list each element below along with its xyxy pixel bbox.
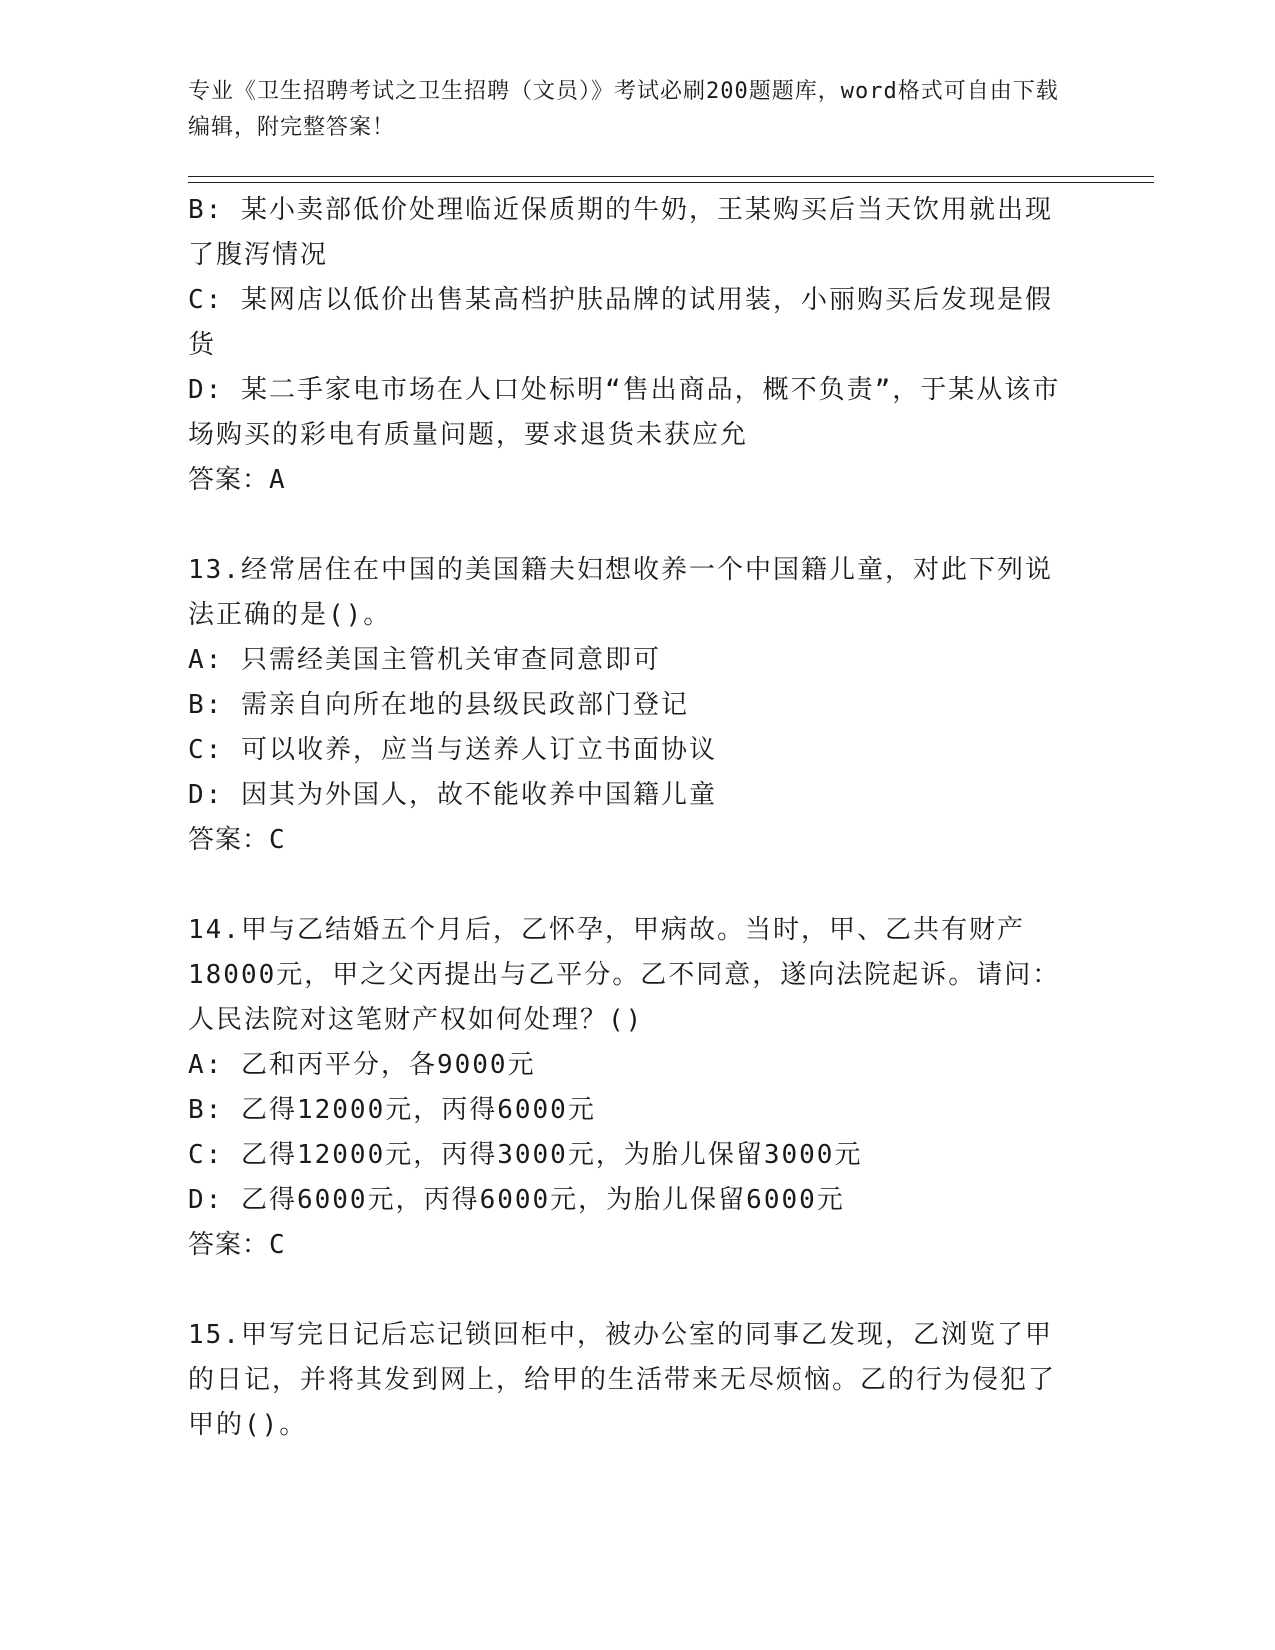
- q14-answer: 答案：C: [188, 1230, 286, 1260]
- q13-stem: 13.经常居住在中国的美国籍夫妇想收养一个中国籍儿童，对此下列说法正确的是()。: [188, 555, 1053, 630]
- q13-option-c: C: 可以收养，应当与送养人订立书面协议: [188, 735, 717, 765]
- q13-answer: 答案：C: [188, 825, 286, 855]
- question-13: [188, 548, 1068, 863]
- q13-option-b: B: 需亲自向所在地的县级民政部门登记: [188, 690, 689, 720]
- document-body: [188, 188, 1068, 1448]
- question-15: [188, 1313, 1068, 1448]
- q14-option-b: B: 乙得12000元，丙得6000元: [188, 1095, 596, 1125]
- spacer: [188, 503, 1068, 548]
- q14-option-a: A: 乙和丙平分，各9000元: [188, 1050, 536, 1080]
- spacer: [188, 1268, 1068, 1313]
- q14-stem: 14.甲与乙结婚五个月后，乙怀孕，甲病故。当时，甲、乙共有财产18000元，甲之父丙提出与乙平分。乙不同意，遂向法院起诉。请问：人民法院对这笔财产权如何处理？(): [188, 915, 1061, 1035]
- q14-option-d: D: 乙得6000元，丙得6000元，为胎儿保留6000元: [188, 1185, 845, 1215]
- question-12-tail: [188, 188, 1068, 503]
- q13-option-d: D: 因其为外国人，故不能收养中国籍儿童: [188, 780, 717, 810]
- q12-option-b: B: 某小卖部低价处理临近保质期的牛奶，王某购买后当天饮用就出现了腹泻情况: [188, 195, 1053, 270]
- q12-option-c: C: 某网店以低价出售某高档护肤品牌的试用装，小丽购买后发现是假货: [188, 285, 1053, 360]
- spacer: [188, 863, 1068, 908]
- q13-option-a: A: 只需经美国主管机关审查同意即可: [188, 645, 661, 675]
- q12-option-d: D: 某二手家电市场在人口处标明“售出商品，概不负责”，于某从该市场购买的彩电有质量问题，要求退货未获应允: [188, 375, 1061, 450]
- q14-option-c: C: 乙得12000元，丙得3000元，为胎儿保留3000元: [188, 1140, 863, 1170]
- q12-answer: 答案：A: [188, 465, 286, 495]
- question-14: [188, 908, 1068, 1268]
- document-header: 专业《卫生招聘考试之卫生招聘（文员）》考试必刷200题题库，word格式可自由下载编辑，附完整答案！: [188, 79, 1059, 140]
- header-divider: [188, 176, 1154, 183]
- q15-stem: 15.甲写完日记后忘记锁回柜中，被办公室的同事乙发现，乙浏览了甲的日记，并将其发到网上，给甲的生活带来无尽烦恼。乙的行为侵犯了甲的()。: [188, 1320, 1057, 1440]
